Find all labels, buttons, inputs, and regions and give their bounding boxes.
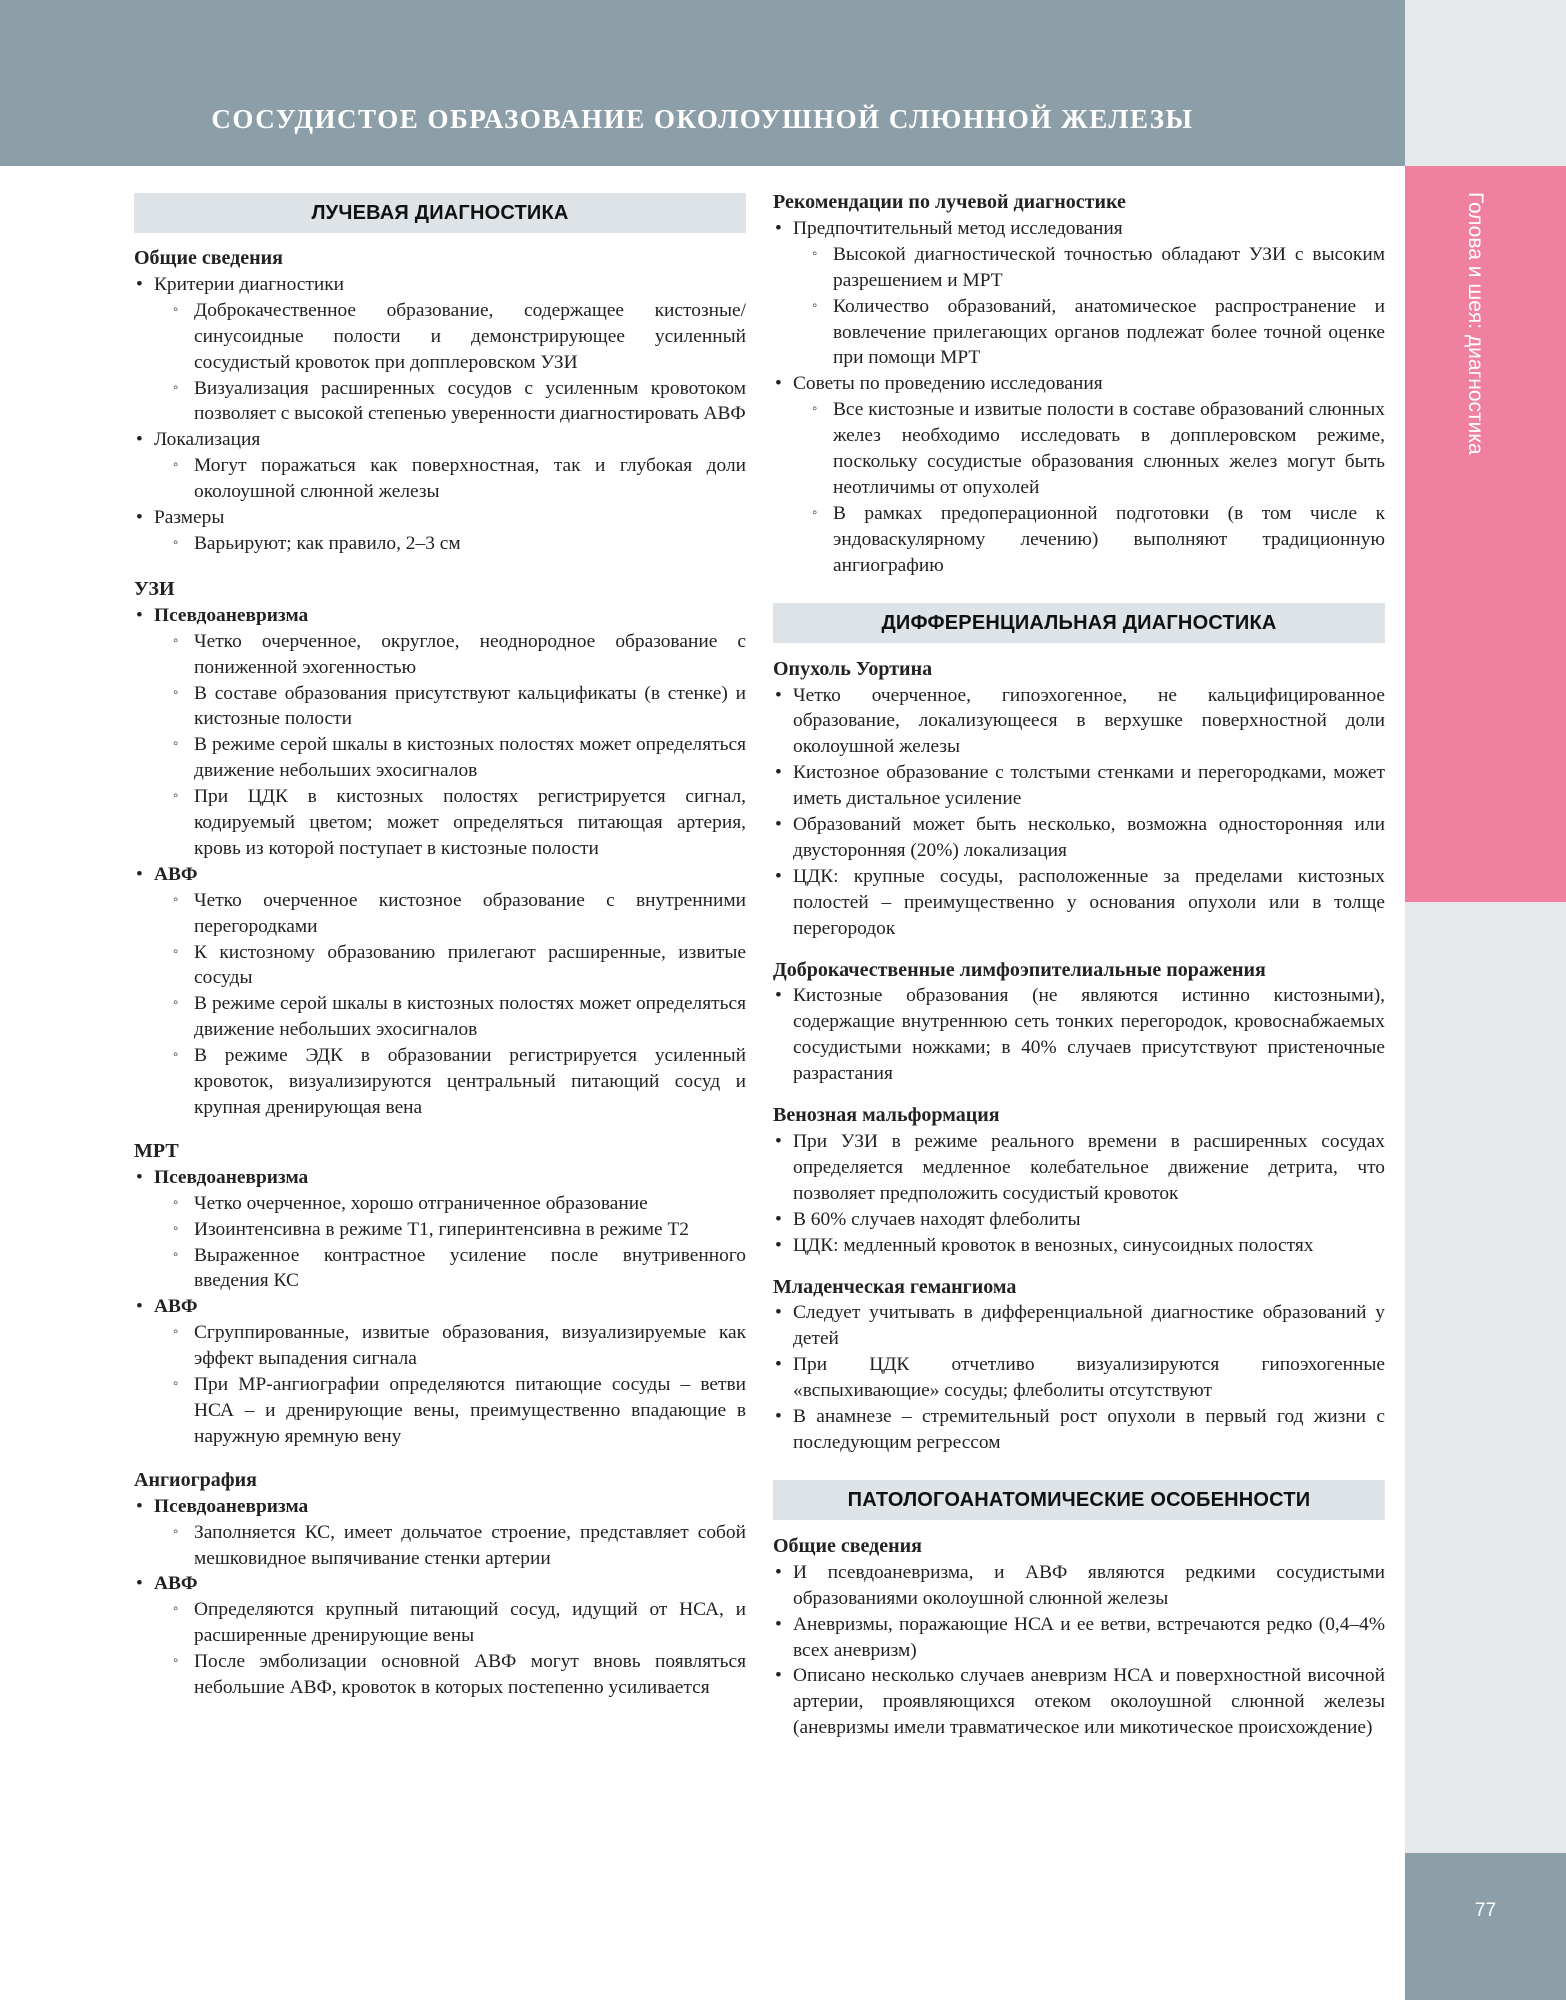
list-item: • Локализация ◦ Могут поражаться как поверхностная, так и глубокая доли околоушной слюнной железы [134,427,746,505]
list-item: • Четко очерченное, гипоэхогенное, не кальцифицированное образование, локализующееся в верхушке поверхностной доли околоушной железы [773,683,1385,761]
list-item: • Аневризмы, поражающие НСА и ее ветви, встречаются редко (0,4–4% всех аневризм) [773,1612,1385,1664]
list-item: ◦ Сгруппированные, извитые образования, визуализируемые как эффект выпадения сигнала [154,1320,746,1372]
list-item: • Советы по проведению исследования ◦ Все кистозные и извитые полости в составе образований слюнных желез необходимо исследовать в допплеровском режиме, поскольку сосудистые образования слюнных желез могут быть неотличимы от опухолей ◦ В рамках предоперационной подготовки (в том числе к эндоваскулярному лечению) выполняют традиционную ангиографию [773,371,1385,578]
list-item: • Размеры ◦ Варьируют; как правило, 2–3 см [134,505,746,557]
subsection-title: Младенческая гемангиома [773,1275,1017,1298]
list-item: ◦ Заполняется КС, имеет дольчатое строение, представляет собой мешковидное выпячивание стенки артерии [154,1520,746,1572]
list-item: ◦ Определяются крупный питающий сосуд, идущий от НСА, и расширенные дренирующие вены [154,1597,746,1649]
sidebar-section-label: Голова и шея: диагностика [1464,192,1487,455]
bullet-list [773,1300,1385,1455]
list-item: ◦ Количество образований, анатомическое распространение и вовлечение прилегающих органов подлежат более точной оценке при помощи МРТ [793,294,1385,372]
list-item: ◦ Доброкачественное образование, содержащее кистозные/синусоидные полости и демонстрирующее усиленный сосудистый кровоток при допплеровском УЗИ [154,298,746,376]
subsection-title: Доброкачественные лимфоэпителиальные поражения [773,958,1266,981]
bullet-list [134,603,746,1121]
list-item: ◦ В составе образования присутствуют кальцификаты (в стенке) и кистозные полости [154,681,746,733]
bullet-list [773,216,1385,579]
list-item: ◦ В режиме серой шкалы в кистозных полостях может определяться движение небольших эхосигналов [154,732,746,784]
page-number: 77 [1474,1900,1497,1921]
list-item: ◦ К кистозному образованию прилегают расширенные, извитые сосуды [154,940,746,992]
list-item: ◦ В режиме ЭДК в образовании регистрируется усиленный кровоток, визуализируются центральный питающий сосуд и крупная дренирующая вена [154,1043,746,1121]
list-item: • И псевдоаневризма, и АВФ являются редкими сосудистыми образованиями околоушной слюнной железы [773,1560,1385,1612]
list-item: • Псевдоаневризма ◦ Заполняется КС, имеет дольчатое строение, представляет собой мешковидное выпячивание стенки артерии [134,1494,746,1572]
list-item: ◦ Изоинтенсивна в режиме Т1, гиперинтенсивна в режиме Т2 [154,1217,746,1243]
list-item: • В анамнезе – стремительный рост опухоли в первый год жизни с последующим регрессом [773,1404,1385,1456]
list-item: • Кистозное образование с толстыми стенками и перегородками, может иметь дистальное усиление [773,760,1385,812]
list-item: • Критерии диагностики ◦ Доброкачественное образование, содержащее кистозные/синусоидные полости и демонстрирующее усиленный сосудистый кровоток при допплеровском УЗИ ◦ Визуализация расширенных сосудов с усиленным кровотоком позволяет с высокой степенью уверенности диагностировать АВФ [134,272,746,427]
list-item: ◦ В рамках предоперационной подготовки (в том числе к эндоваскулярному лечению) выполняют традиционную ангиографию [793,501,1385,579]
list-item: • Предпочтительный метод исследования ◦ Высокой диагностической точностью обладают УЗИ с высоким разрешением и МРТ ◦ Количество образований, анатомическое распространение и вовлечение прилегающих органов подлежат более точной оценке при помощи МРТ [773,216,1385,371]
bullet-list [773,983,1385,1087]
subsection-title: МРТ [134,1139,179,1162]
list-item: • АВФ ◦ Четко очерченное кистозное образование с внутренними перегородками ◦ К кистозному образованию прилегают расширенные, извитые сосуды ◦ В режиме серой шкалы в кистозных полостях может определяться движение небольших эхосигналов ◦ В режиме ЭДК в образовании регистрируется усиленный кровоток, визуализируются центральный питающий сосуд и крупная дренирующая вена [134,862,746,1121]
list-item: ◦ Четко очерченное, хорошо отграниченное образование [154,1191,746,1217]
bullet-list [134,272,746,557]
list-item: • Описано несколько случаев аневризм НСА и поверхностной височной артерии, проявляющихся отеком околоушной слюнной железы (аневризмы имели травматическое или микотическое происхождение) [773,1663,1385,1741]
list-item: • АВФ ◦ Определяются крупный питающий сосуд, идущий от НСА, и расширенные дренирующие вены ◦ После эмболизации основной АВФ могут вновь появляться небольшие АВФ, кровоток в которых постепенно усиливается [134,1571,746,1701]
list-item: • Псевдоаневризма ◦ Четко очерченное, округлое, неоднородное образование с пониженной эхогенностью ◦ В составе образования присутствуют кальцификаты (в стенке) и кистозные полости ◦ В режиме серой шкалы в кистозных полостях может определяться движение небольших эхосигналов ◦ При ЦДК в кистозных полостях регистрируется сигнал, кодируемый цветом; может определяться питающая артерия, кровь из которой поступает в кистозные полости [134,603,746,862]
subsection-title: Венозная мальформация [773,1104,1000,1127]
list-item: ◦ При МР-ангиографии определяются питающие сосуды – ветви НСА – и дренирующие вены, преимущественно впадающие в наружную яремную вену [154,1372,746,1450]
list-item: ◦ В режиме серой шкалы в кистозных полостях может определяться движение небольших эхосигналов [154,991,746,1043]
list-item: ◦ Четко очерченное, округлое, неоднородное образование с пониженной эхогенностью [154,629,746,681]
sidebar-middle-block [1405,902,1566,1853]
subsection-title: Опухоль Уортина [773,657,933,680]
section-banner-radiology: ЛУЧЕВАЯ ДИАГНОСТИКА [134,193,746,233]
list-item: ◦ При ЦДК в кистозных полостях регистрируется сигнал, кодируемый цветом; может определяться питающая артерия, кровь из которой поступает в кистозные полости [154,784,746,862]
list-item: ◦ Визуализация расширенных сосудов с усиленным кровотоком позволяет с высокой степенью уверенности диагностировать АВФ [154,376,746,428]
bullet-list [134,1494,746,1701]
list-item: • Образований может быть несколько, возможна односторонняя или двусторонняя (20%) локализация [773,812,1385,864]
list-item: • При ЦДК отчетливо визуализируются гипоэхогенные «вспыхивающие» сосуды; флеболиты отсутствуют [773,1352,1385,1404]
section-banner-differential: ДИФФЕРЕНЦИАЛЬНАЯ ДИАГНОСТИКА [773,603,1385,643]
list-item: ◦ Выраженное контрастное усиление после внутривенного введения КС [154,1243,746,1295]
list-item: • АВФ ◦ Сгруппированные, извитые образования, визуализируемые как эффект выпадения сигнала ◦ При МР-ангиографии определяются питающие сосуды – ветви НСА – и дренирующие вены, преимущественно впадающие в наружную яремную вену [134,1294,746,1449]
list-item: • В 60% случаев находят флеболиты [773,1207,1385,1233]
list-item: ◦ Четко очерченное кистозное образование с внутренними перегородками [154,888,746,940]
list-item: ◦ Все кистозные и извитые полости в составе образований слюнных желез необходимо исследовать в допплеровском режиме, поскольку сосудистые образования слюнных желез могут быть неотличимы от опухолей [793,397,1385,501]
section-banner-pathology: ПАТОЛОГОАНАТОМИЧЕСКИЕ ОСОБЕННОСТИ [773,1480,1385,1520]
right-column [773,190,1385,1741]
list-item: ◦ Варьируют; как правило, 2–3 см [154,531,746,557]
list-item: • ЦДК: медленный кровоток в венозных, синусоидных полостях [773,1233,1385,1259]
list-item: ◦ Могут поражаться как поверхностная, так и глубокая доли околоушной слюнной железы [154,453,746,505]
bullet-list [773,1129,1385,1259]
bullet-list [134,1165,746,1450]
list-item: ◦ Высокой диагностической точностью обладают УЗИ с высоким разрешением и МРТ [793,242,1385,294]
bullet-list [773,1560,1385,1741]
subsection-title: Ангиография [134,1468,257,1491]
list-item: • Кистозные образования (не являются истинно кистозными), содержащие внутреннюю сеть тонких перегородок, кровоснабжаемых сосудистыми ножками; в 40% случаев присутствуют пристеночные разрастания [773,983,1385,1087]
list-item: ◦ После эмболизации основной АВФ могут вновь появляться небольшие АВФ, кровоток в которых постепенно усиливается [154,1649,746,1701]
subsection-title: Рекомендации по лучевой диагностике [773,191,1126,213]
left-column [134,190,746,1701]
subsection-title: Общие сведения [134,247,283,269]
list-item: • При УЗИ в режиме реального времени в расширенных сосудах определяется медленное колебательное движение детрита, что позволяет предположить сосудистый кровоток [773,1129,1385,1207]
subsection-title: Общие сведения [773,1534,922,1557]
sidebar-top-block [1405,0,1566,166]
subsection-title: УЗИ [134,577,175,600]
list-item: • ЦДК: крупные сосуды, расположенные за пределами кистозных полостей – преимущественно у основания опухоли или в толще перегородок [773,864,1385,942]
list-item: • Псевдоаневризма ◦ Четко очерченное, хорошо отграниченное образование ◦ Изоинтенсивна в режиме Т1, гиперинтенсивна в режиме Т2 ◦ Выраженное контрастное усиление после внутривенного введения КС [134,1165,746,1295]
page-header [0,0,1405,166]
list-item: • Следует учитывать в дифференциальной диагностике образований у детей [773,1300,1385,1352]
bullet-list [773,683,1385,942]
sidebar-bottom-block [1405,1853,1566,2000]
page-title: СОСУДИСТОЕ ОБРАЗОВАНИЕ ОКОЛОУШНОЙ СЛЮННОЙ ЖЕЛЕЗЫ [211,104,1194,134]
